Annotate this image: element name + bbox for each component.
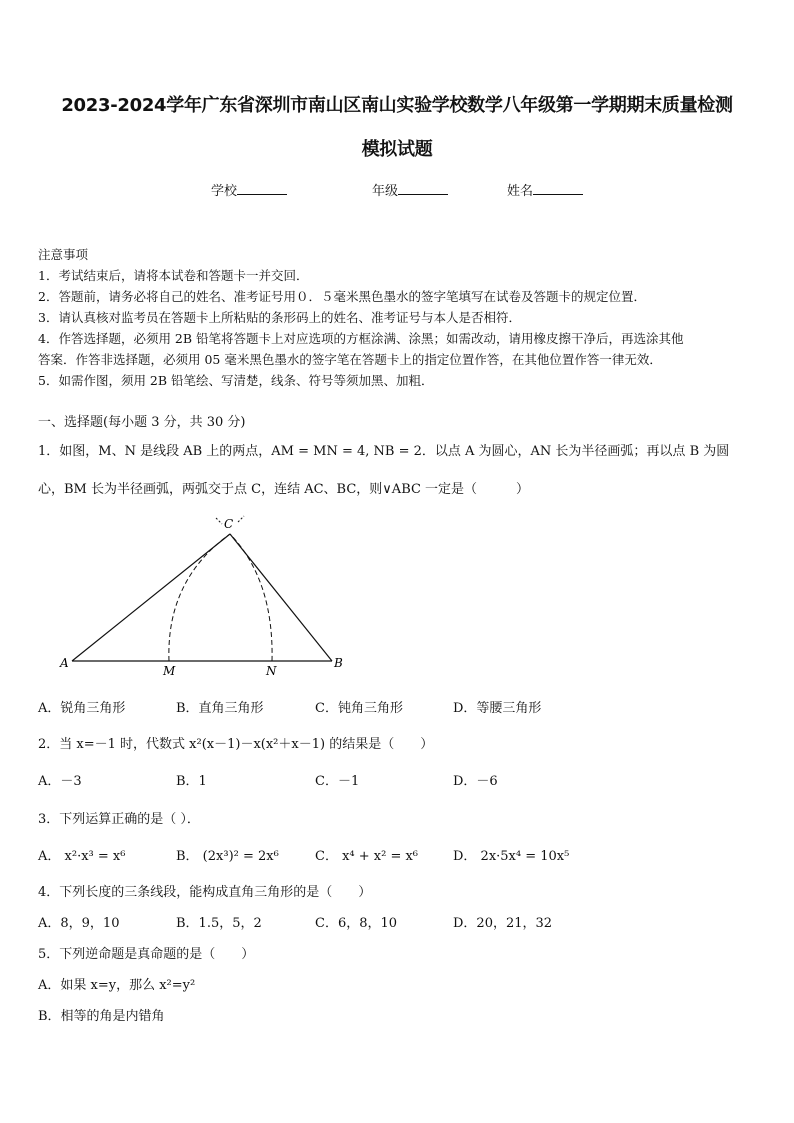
triangle-figure <box>50 510 360 680</box>
grade-blank <box>398 182 448 195</box>
note-item: 3．请认真核对监考员在答题卡上所粘贴的条形码上的姓名、准考证号与本人是否相符． <box>38 310 521 325</box>
note-item: 答案．作答非选择题，必须用 05 毫米黑色墨水的签字笔在答题卡上的指定位置作答，在其他位置作答一律无效． <box>38 352 662 367</box>
option-d[interactable]: D．－6 <box>453 774 498 789</box>
title-line-2: 模拟试题 <box>361 139 433 160</box>
section-heading: 一、选择题(每小题 3 分，共 30 分) <box>38 415 246 430</box>
option-a[interactable]: A．－3 <box>38 774 82 789</box>
option-a[interactable]: A．如果 x=y，那么 x²=y² <box>38 978 196 993</box>
option-c[interactable]: C．钝角三角形 <box>315 701 403 716</box>
option-b[interactable]: B．1 <box>176 774 207 789</box>
arc-tick-left <box>216 518 222 524</box>
question-2-stem: 2．当 x=－1 时，代数式 x²(x－1)－x(x²＋x－1) 的结果是（ ） <box>38 737 434 752</box>
notes-section <box>38 244 758 391</box>
option-b[interactable]: B．1.5，5，2 <box>176 916 262 931</box>
name-blank <box>533 182 583 195</box>
option-c[interactable]: C．－1 <box>315 774 360 789</box>
option-c[interactable]: C．6，8，10 <box>315 916 398 931</box>
school-label: 学校 <box>211 184 238 199</box>
note-item: 4．作答选择题，必须用 2B 铅笔将答题卡上对应选项的方框涂满、涂黑；如需改动，请用橡皮擦干净后，再选涂其他 <box>38 331 684 346</box>
grade-field[interactable] <box>372 180 448 199</box>
label-m: M <box>163 664 176 678</box>
question-4-stem: 4．下列长度的三条线段，能构成直角三角形的是（ ） <box>38 885 372 900</box>
label-n: N <box>266 664 277 678</box>
option-d[interactable]: D． 2x·5x⁴ = 10x⁵ <box>453 849 570 864</box>
notes-heading: 注意事项 <box>38 247 89 262</box>
question-1-line-1: 1．如图，M、N 是线段 AB 上的两点，AM = MN = 4, NB = 2．以点 A 为圆心，AN 长为半径画弧；再以点 B 为圆 <box>38 444 730 459</box>
option-a[interactable]: A．锐角三角形 <box>38 701 126 716</box>
option-d[interactable]: D．等腰三角形 <box>453 701 542 716</box>
question-3-stem: 3．下列运算正确的是（ ）． <box>38 812 200 827</box>
segment-ac <box>72 534 230 661</box>
option-a[interactable]: A．8，9，10 <box>38 916 120 931</box>
arc-tick-right <box>238 516 244 522</box>
name-field[interactable] <box>507 180 583 199</box>
title-line-1: 2023-2024学年广东省深圳市南山区南山实验学校数学八年级第一学期期末质量检测 <box>61 95 733 116</box>
question-1-line-2: 心，BM 长为半径画弧，两弧交于点 C，连结 AC、BC，则∨ABC 一定是（ ） <box>38 482 530 497</box>
label-c: C <box>224 517 234 531</box>
option-d[interactable]: D．20，21，32 <box>453 916 553 931</box>
document-title <box>40 84 754 172</box>
option-b[interactable]: B．直角三角形 <box>176 701 264 716</box>
name-label: 姓名 <box>507 184 534 199</box>
school-blank <box>237 182 287 195</box>
option-a[interactable]: A． x²·x³ = x⁶ <box>38 849 126 864</box>
option-b[interactable]: B． (2x³)² = 2x⁶ <box>176 849 279 864</box>
label-a: A <box>60 656 69 670</box>
arc-from-b <box>230 534 272 661</box>
note-item: 5．如需作图，须用 2B 铅笔绘、写清楚，线条、符号等须加黑、加粗． <box>38 373 434 388</box>
school-field[interactable] <box>211 180 287 199</box>
label-b: B <box>334 656 343 670</box>
note-item: 2．答题前，请务必将自己的姓名、准考证号用０．５毫米黑色墨水的签字笔填写在试卷及答题卡的规定位置． <box>38 289 646 304</box>
note-item: 1．考试结束后，请将本试卷和答题卡一并交回． <box>38 268 309 283</box>
option-c[interactable]: C． x⁴ + x² = x⁶ <box>315 849 419 864</box>
arc-from-a <box>169 534 230 661</box>
grade-label: 年级 <box>372 184 399 199</box>
option-b[interactable]: B．相等的角是内错角 <box>38 1009 165 1024</box>
question-5-stem: 5．下列逆命题是真命题的是（ ） <box>38 947 255 962</box>
